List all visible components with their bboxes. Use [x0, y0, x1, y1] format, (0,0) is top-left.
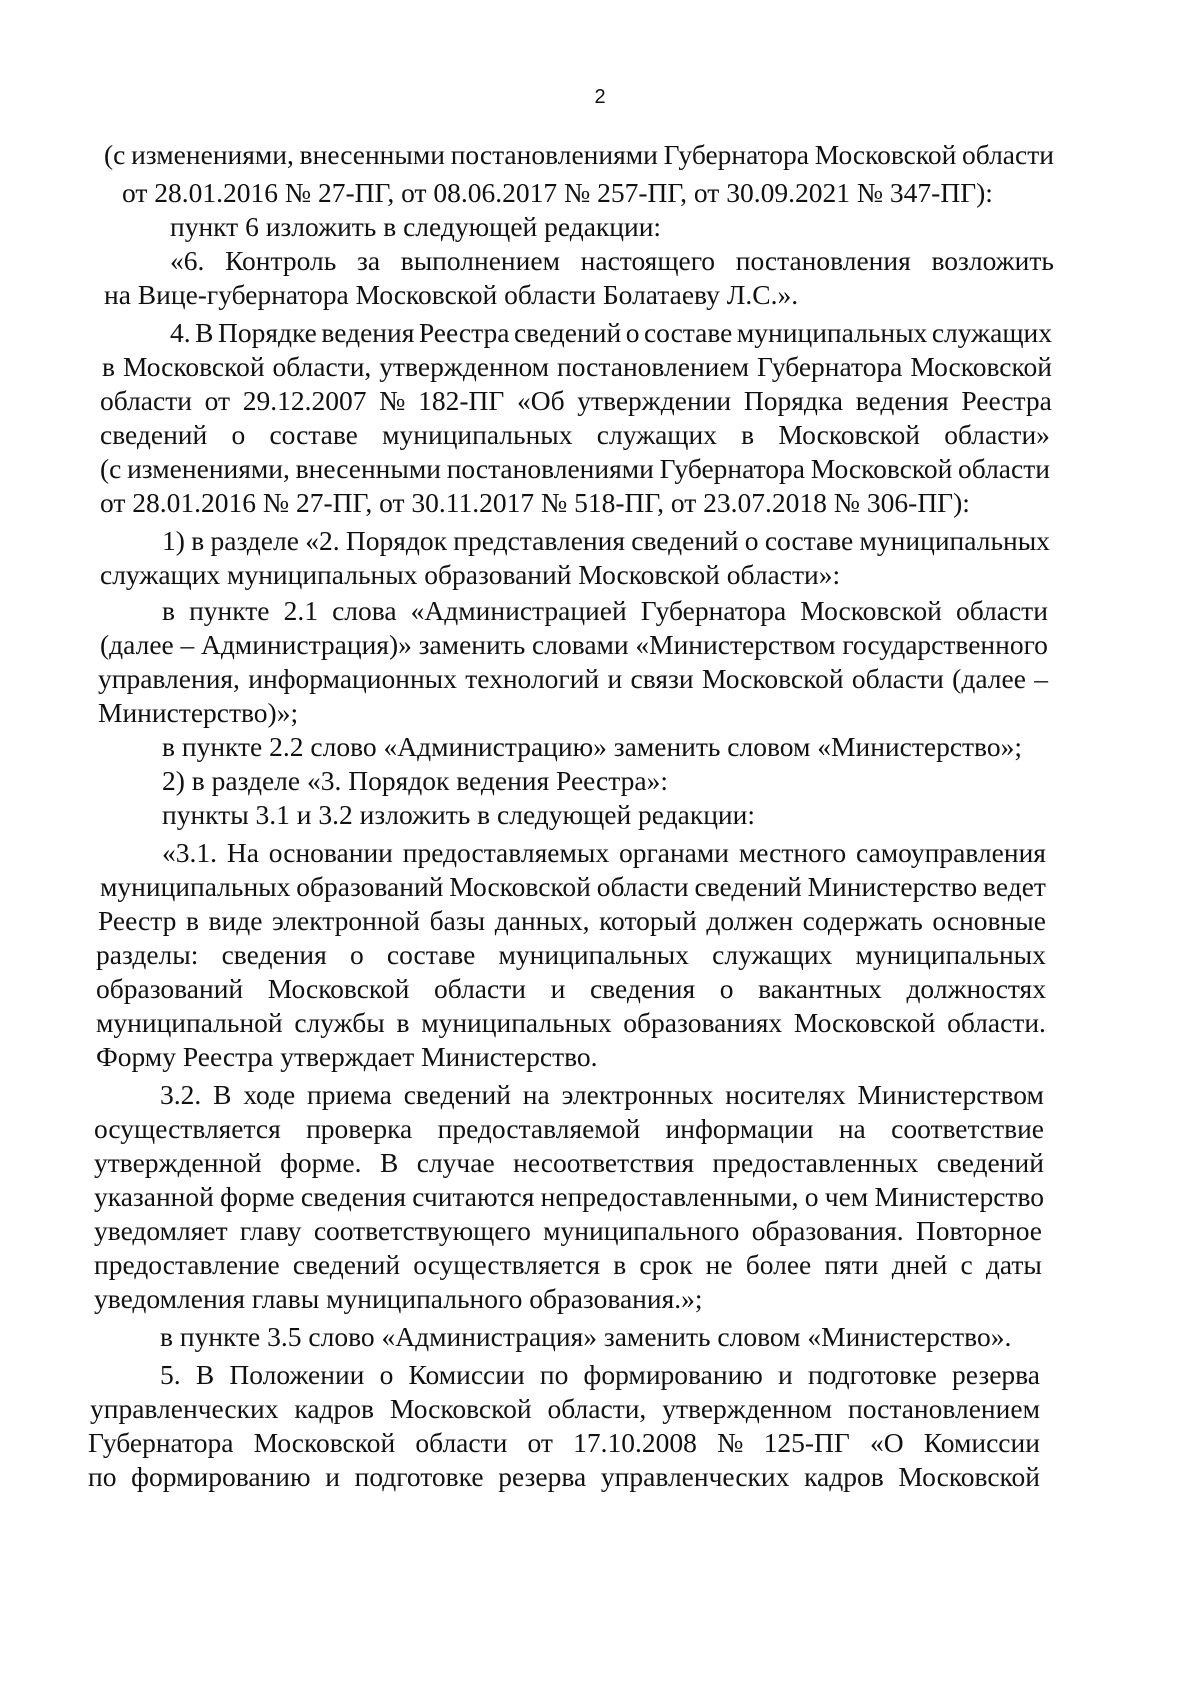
- word: государственного: [842, 629, 1048, 660]
- word: в: [396, 1007, 410, 1038]
- word: области: [851, 663, 944, 694]
- word: сведения: [589, 973, 696, 1004]
- word: разделе: [210, 525, 299, 556]
- word: –: [1034, 663, 1048, 694]
- text-line: Министерство)»;: [98, 697, 299, 728]
- word: «Об: [516, 385, 565, 416]
- text-line: [94, 1214, 1042, 1248]
- word: словами: [532, 629, 629, 660]
- word: области: [415, 1427, 508, 1458]
- word: формированию: [583, 1359, 763, 1390]
- word: органами: [618, 837, 729, 868]
- word: сведений: [513, 317, 622, 348]
- word: о: [719, 973, 734, 1004]
- word: на: [522, 1079, 550, 1110]
- word: внесенными: [299, 139, 445, 170]
- word: служащих: [931, 317, 1052, 348]
- word: Контроль: [225, 245, 337, 276]
- text-line: Форму Реестра утверждает Министерство.: [96, 1041, 598, 1072]
- word: утвержденном: [379, 351, 550, 382]
- word: Московской: [814, 139, 957, 170]
- word: местного: [738, 837, 847, 868]
- word: образований: [296, 871, 444, 902]
- word: данных,: [494, 905, 590, 936]
- word: 4.: [170, 317, 191, 348]
- word: постановлениями: [446, 453, 654, 484]
- text-line: [88, 1460, 1040, 1494]
- word: «3.1.: [162, 837, 217, 868]
- word: Министерством: [857, 1079, 1044, 1110]
- word: Губернатора: [756, 351, 903, 382]
- text-line: [102, 350, 1052, 384]
- word: (далее: [952, 663, 1026, 694]
- word: постановлением: [848, 1393, 1040, 1424]
- word: по: [88, 1461, 117, 1492]
- text-line: [170, 244, 1054, 278]
- word: Московской: [267, 973, 410, 1004]
- word: №: [379, 385, 406, 416]
- word: ведения: [855, 385, 949, 416]
- text-line: [94, 1146, 1044, 1180]
- word: 5.: [160, 1359, 181, 1390]
- word: управления,: [98, 663, 240, 694]
- word: форме.: [280, 1147, 362, 1178]
- word: №: [717, 1427, 744, 1458]
- word: о: [804, 1181, 819, 1212]
- word: чем: [824, 1181, 869, 1212]
- word: ведет: [983, 871, 1046, 902]
- word: сведения: [300, 1181, 407, 1212]
- word: Московской: [778, 419, 920, 450]
- word: считаются: [412, 1181, 535, 1212]
- word: сведений: [100, 419, 208, 450]
- word: сведения: [221, 939, 327, 970]
- word: образования.: [751, 1215, 904, 1246]
- text-line: 2) в разделе «3. Порядок ведения Реестра»:: [162, 765, 668, 796]
- word: срок: [639, 1249, 693, 1280]
- word: заменить: [418, 629, 526, 660]
- word: предоставляемой: [437, 1113, 641, 1144]
- word: Московской: [810, 453, 953, 484]
- word: изменениями,: [131, 139, 294, 170]
- word: уведомляет: [94, 1215, 228, 1246]
- word: В: [379, 1147, 399, 1178]
- text-line: [88, 1426, 1040, 1460]
- word: управленческих: [600, 1461, 790, 1492]
- text-line: [96, 1006, 1046, 1040]
- word: в: [185, 905, 199, 936]
- text-line: [90, 1392, 1040, 1426]
- word: дней: [891, 1249, 948, 1280]
- word: Реестра: [961, 385, 1052, 416]
- word: 2.1: [283, 595, 318, 626]
- word: формированию: [131, 1461, 311, 1492]
- word: выполнением: [400, 245, 560, 276]
- word: 1): [162, 525, 185, 556]
- word: В: [195, 317, 214, 348]
- text-line: [100, 384, 1052, 418]
- word: составе: [386, 939, 476, 970]
- text-line: [100, 418, 1050, 452]
- word: области: [962, 139, 1054, 170]
- text-line: [170, 316, 1052, 350]
- word: муниципальных: [736, 317, 928, 348]
- word: носителях: [725, 1079, 846, 1110]
- word: электронных: [561, 1079, 714, 1110]
- word: утвержденном: [662, 1393, 833, 1424]
- word: (с: [100, 453, 122, 484]
- word: постановления: [735, 245, 911, 276]
- word: сведений: [631, 525, 739, 556]
- word: главу: [239, 1215, 302, 1246]
- text-line: [104, 138, 1054, 172]
- word: –: [180, 629, 195, 660]
- text-line: [94, 1112, 1044, 1146]
- word: приема: [307, 1079, 392, 1110]
- word: сведений: [292, 1249, 401, 1280]
- word: постановлением: [557, 351, 750, 382]
- word: и: [550, 973, 566, 1004]
- word: муниципальных: [855, 939, 1046, 970]
- word: предоставляемых: [402, 837, 610, 868]
- word: связи: [630, 663, 694, 694]
- word: от: [204, 385, 231, 416]
- text-line: [162, 836, 1046, 870]
- word: области: [958, 453, 1050, 484]
- word: составе: [269, 419, 358, 450]
- word: кадров: [294, 1393, 375, 1424]
- word: информации: [665, 1113, 814, 1144]
- word: Московской: [910, 351, 1052, 382]
- text-line: [162, 594, 1048, 628]
- word: кадров: [804, 1461, 884, 1492]
- word: соответствие: [891, 1113, 1044, 1144]
- word: проверка: [306, 1113, 413, 1144]
- text-line: [160, 1358, 1040, 1392]
- text-line: [100, 452, 1050, 486]
- text-line: на Вице-губернатора Московской области Болатаеву Л.С.».: [104, 279, 799, 310]
- word: слова: [332, 595, 397, 626]
- text-line: [162, 524, 1050, 558]
- word: более: [745, 1249, 812, 1280]
- word: Комиссии: [923, 1427, 1040, 1458]
- word: резерва: [952, 1359, 1040, 1390]
- word: сведений: [936, 1147, 1044, 1178]
- word: Московской: [449, 871, 591, 902]
- word: Московской: [793, 1007, 936, 1038]
- text-line: пункты 3.1 и 3.2 изложить в следующей редакции:: [162, 799, 755, 830]
- word: 3.2.: [160, 1079, 202, 1110]
- word: разделы:: [96, 939, 199, 970]
- word: Реестра: [418, 317, 510, 348]
- word: даты: [985, 1249, 1042, 1280]
- text-line: [98, 662, 1048, 696]
- word: пункте: [189, 595, 270, 626]
- word: области: [596, 871, 689, 902]
- word: Повторное: [915, 1215, 1042, 1246]
- word: 125-ПГ: [763, 1427, 850, 1458]
- word: о: [744, 525, 759, 556]
- word: предоставленных: [712, 1147, 919, 1178]
- word: настоящего: [580, 245, 716, 276]
- word: муниципальных: [100, 871, 291, 902]
- word: технологий: [465, 663, 600, 694]
- word: «О: [869, 1427, 904, 1458]
- text-line: служащих муниципальных образований Московской области»:: [100, 559, 841, 590]
- word: Порядок: [345, 525, 447, 556]
- word: электронной: [272, 905, 421, 936]
- word: составе: [643, 317, 733, 348]
- word: подготовке: [807, 1359, 937, 1390]
- word: образованиях: [623, 1007, 783, 1038]
- word: который: [599, 905, 697, 936]
- word: вакантных: [758, 973, 882, 1004]
- text-line: [100, 870, 1046, 904]
- page-number: 2: [594, 86, 606, 108]
- word: (далее: [100, 629, 174, 660]
- word: области.: [947, 1007, 1046, 1038]
- word: должен: [706, 905, 794, 936]
- word: 29.12.2007: [242, 385, 367, 416]
- word: по: [539, 1359, 569, 1390]
- word: в: [102, 351, 115, 382]
- word: В: [195, 1359, 215, 1390]
- text-line: в пункте 3.5 слово «Администрация» заменить словом «Министерство».: [160, 1321, 1012, 1352]
- word: не: [705, 1249, 733, 1280]
- word: подготовке: [354, 1461, 484, 1492]
- word: пяти: [824, 1249, 879, 1280]
- word: Реестр: [98, 905, 177, 936]
- word: Министерство: [874, 1181, 1044, 1212]
- text-line: [100, 628, 1048, 662]
- word: Губернатора: [663, 139, 809, 170]
- word: Московской: [389, 1393, 532, 1424]
- word: и: [325, 1461, 340, 1492]
- word: образований: [96, 973, 244, 1004]
- word: о: [231, 419, 246, 450]
- word: области: [955, 595, 1048, 626]
- word: виде: [208, 905, 263, 936]
- word: управленческих: [90, 1393, 279, 1424]
- word: области: [434, 973, 526, 1004]
- word: за: [356, 245, 381, 276]
- word: Московской: [253, 1427, 396, 1458]
- word: осуществляется: [94, 1113, 281, 1144]
- word: ходе: [243, 1079, 296, 1110]
- word: о: [379, 1359, 394, 1390]
- word: области,: [272, 351, 372, 382]
- word: возложить: [931, 245, 1054, 276]
- word: в: [613, 1249, 627, 1280]
- word: предоставление: [94, 1249, 280, 1280]
- text-line: уведомления главы муниципального образования.»;: [94, 1283, 703, 1314]
- word: сведений: [694, 871, 802, 902]
- word: случае: [416, 1147, 495, 1178]
- word: муниципальных: [498, 939, 689, 970]
- word: форме: [220, 1181, 295, 1212]
- word: информационных: [248, 663, 457, 694]
- word: ведения: [321, 317, 415, 348]
- word: области: [100, 385, 192, 416]
- word: Порядке: [218, 317, 317, 348]
- text-line: пункт 6 изложить в следующей редакции:: [170, 211, 662, 242]
- text-line: [160, 1078, 1044, 1112]
- word: указанной: [94, 1181, 214, 1212]
- word: На: [226, 837, 259, 868]
- text-line: [96, 938, 1046, 972]
- word: несоответствия: [513, 1147, 695, 1178]
- word: внесенными: [295, 453, 441, 484]
- word: муниципальных: [382, 419, 573, 450]
- word: самоуправления: [856, 837, 1046, 868]
- word: должностях: [906, 973, 1046, 1004]
- word: области,: [547, 1393, 647, 1424]
- word: Московской: [701, 663, 844, 694]
- word: составе: [764, 525, 854, 556]
- word: основные: [932, 905, 1046, 936]
- word: осуществляется: [413, 1249, 601, 1280]
- text-line: [98, 904, 1046, 938]
- word: утверждении: [577, 385, 732, 416]
- word: Комиссии: [408, 1359, 525, 1390]
- word: утвержденной: [94, 1147, 262, 1178]
- word: изменениями,: [127, 453, 290, 484]
- text-line: [94, 1248, 1042, 1282]
- word: В: [213, 1079, 232, 1110]
- text-line: от 28.01.2016 № 27-ПГ, от 08.06.2017 № 257-ПГ, от 30.09.2021 № 347-ПГ):: [122, 177, 993, 208]
- text-line: в пункте 2.2 слово «Администрацию» заменить словом «Министерство»;: [162, 731, 1022, 762]
- word: Московской: [122, 351, 265, 382]
- word: Губернатора: [640, 595, 787, 626]
- word: «Администрацией: [410, 595, 627, 626]
- word: о: [625, 317, 640, 348]
- word: «2.: [305, 525, 340, 556]
- word: в: [741, 419, 755, 450]
- word: Губернатора: [88, 1427, 234, 1458]
- word: и: [607, 663, 623, 694]
- word: содержать: [802, 905, 923, 936]
- word: области»: [944, 419, 1050, 450]
- word: (с: [104, 139, 126, 170]
- word: Порядка: [743, 385, 843, 416]
- word: служащих: [596, 419, 717, 450]
- word: непредоставленными,: [540, 1181, 799, 1212]
- text-line: [96, 972, 1046, 1006]
- word: соответствующего: [313, 1215, 531, 1246]
- word: муниципальных: [421, 1007, 612, 1038]
- word: Московской: [898, 1461, 1040, 1492]
- word: и: [778, 1359, 793, 1390]
- word: в: [191, 525, 205, 556]
- word: 17.10.2008: [573, 1427, 697, 1458]
- text-line: [94, 1180, 1044, 1214]
- word: представления: [453, 525, 625, 556]
- word: резерва: [498, 1461, 587, 1492]
- word: с: [960, 1249, 973, 1280]
- word: базы: [429, 905, 486, 936]
- word: 182-ПГ: [418, 385, 505, 416]
- word: муниципальных: [859, 525, 1050, 556]
- word: Министерство: [807, 871, 978, 902]
- word: постановлениями: [450, 139, 658, 170]
- word: «Министерством: [635, 629, 836, 660]
- word: основании: [268, 837, 393, 868]
- word: служащих: [712, 939, 833, 970]
- word: «6.: [170, 245, 205, 276]
- word: на: [838, 1113, 866, 1144]
- word: Московской: [800, 595, 942, 626]
- word: службы: [294, 1007, 385, 1038]
- text-line: от 28.01.2016 № 27-ПГ, от 30.11.2017 № 518-ПГ, от 23.07.2018 № 306-ПГ):: [100, 487, 970, 518]
- word: Администрация)»: [200, 629, 412, 660]
- word: от: [527, 1427, 553, 1458]
- word: муниципальной: [96, 1007, 283, 1038]
- word: Положении: [229, 1359, 365, 1390]
- word: муниципального: [543, 1215, 740, 1246]
- word: сведений: [403, 1079, 511, 1110]
- word: Губернатора: [659, 453, 805, 484]
- word: о: [349, 939, 364, 970]
- word: в: [162, 595, 175, 626]
